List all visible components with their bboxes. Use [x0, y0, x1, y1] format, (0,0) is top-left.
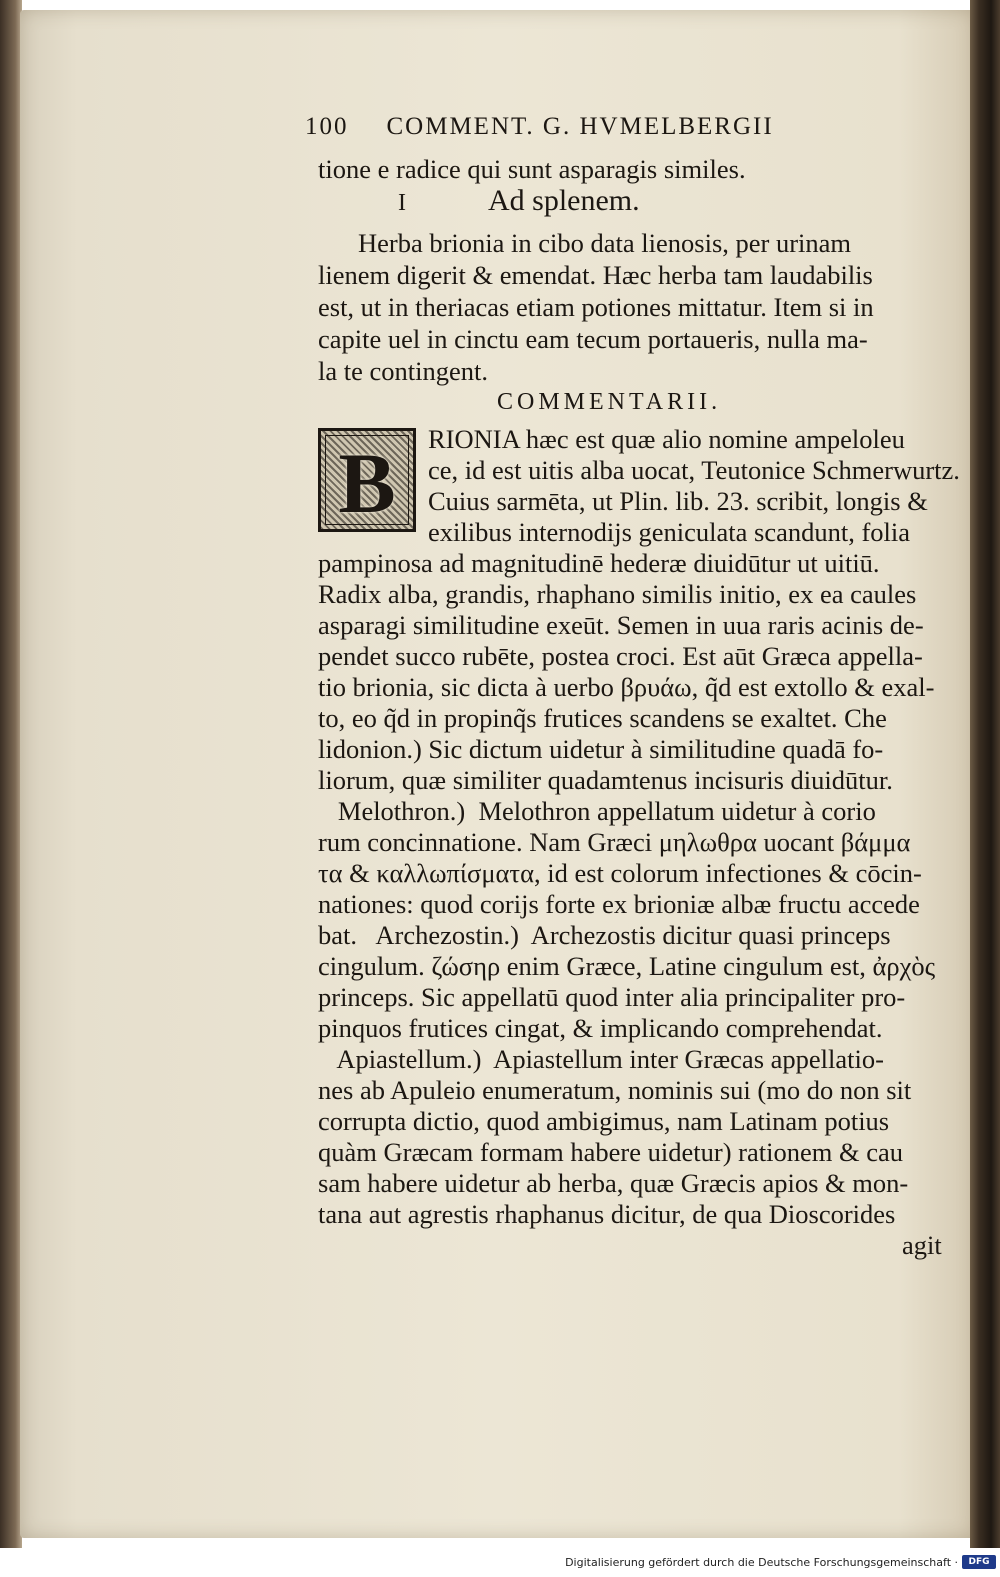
decorated-initial — [318, 428, 416, 532]
commentary-line: cingulum. ζώσηρ enim Græce, Latine cingulum est, ἀρχὸς — [318, 951, 936, 981]
commentary-line: tio brionia, sic dicta à uerbo βρυάω, q̃d est extollo & exal- — [318, 672, 935, 702]
book-spine-right — [970, 0, 1000, 1548]
commentary-line: Cuius sarmēta, ut Plin. lib. 23. scribit, longis & — [428, 486, 928, 516]
paragraph-line: est, ut in theriacas etiam potiones mittatur. Item si in — [318, 292, 874, 322]
commentary-line: exilibus internodijs geniculata scandunt, folia — [428, 517, 911, 547]
commentary-line: bat. Archezostin.) Archezostis dicitur quasi princeps — [318, 920, 891, 950]
commentary-line: sam habere uidetur ab herba, quæ Græcis apios & mon- — [318, 1168, 909, 1198]
commentary-line: tana aut agrestis rhaphanus dicitur, de qua Dioscorides — [318, 1199, 896, 1229]
commentary-line: pendet succo rubēte, postea croci. Est aūt Græca appella- — [318, 641, 923, 671]
catchword: agit — [902, 1230, 942, 1260]
commentary-line: quàm Græcam formam habere uidetur) rationem & cau — [318, 1137, 903, 1167]
commentary-line: τα & καλλωπίσματα, id est colorum infectiones & cōcin- — [318, 858, 922, 888]
commentary-line: Melothron.) Melothron appellatum uidetur à corio — [318, 796, 876, 826]
section-number: I — [398, 190, 406, 216]
commentary-line: nes ab Apuleio enumeratum, nominis sui (mo do non sit — [318, 1075, 912, 1105]
initial-letter: B — [338, 435, 396, 531]
commentary-line: Radix alba, grandis, rhaphano similis initio, ex ea caules — [318, 579, 917, 609]
commentary-line: pampinosa ad magnitudinē hederæ diuidūtur ut uitiū. — [318, 548, 880, 578]
paragraph-line: Herba brionia in cibo data lienosis, per urinam — [358, 228, 852, 258]
commentary-line: asparagi similitudine exeūt. Semen in uua raris acinis de- — [318, 610, 924, 640]
commentary-line: lidonion.) Sic dictum uidetur à similitudine quadā fo- — [318, 734, 884, 764]
page-number: 100 — [305, 113, 349, 140]
dfg-logo-icon: DFG — [962, 1555, 996, 1569]
paragraph-line: capite uel in cinctu eam tecum portaueris, nulla ma- — [318, 324, 868, 354]
book-edge-left — [0, 0, 22, 1548]
commentary-line: pinquos frutices cingat, & implicando comprehendat. — [318, 1013, 883, 1043]
running-header — [305, 113, 774, 141]
digitization-credit: Digitalisierung gefördert durch die Deutsche Forschungsgemeinschaft · — [565, 1556, 958, 1569]
commentary-heading: COMMENTARII. — [497, 389, 722, 415]
commentary-line: to, eo q̃d in propinq̃s frutices scandens se exaltet. Che — [318, 703, 887, 733]
paragraph-line: lienem digerit & emendat. Hæc herba tam laudabilis — [318, 260, 873, 290]
commentary-line: ce, id est uitis alba uocat, Teutonice Schmerwurtz. — [428, 455, 960, 485]
commentary-line: Apiastellum.) Apiastellum inter Græcas appellatio- — [318, 1044, 884, 1074]
commentary-line: RIONIA hæc est quæ alio nomine ampeloleu — [428, 424, 905, 454]
running-title: COMMENT. G. HVMELBERGII — [386, 113, 774, 140]
intro-line: tione e radice qui sunt asparagis similes. — [318, 154, 746, 184]
commentary-line: rum concinnatione. Nam Græci μηλωθρα uocant βάμμα — [318, 827, 911, 857]
commentary-line: nationes: quod corijs forte ex brioniæ albæ fructu accede — [318, 889, 920, 919]
section-title: Ad splenem. — [488, 184, 640, 217]
commentary-line: princeps. Sic appellatū quod inter alia principaliter pro- — [318, 982, 906, 1012]
paragraph-line: la te contingent. — [318, 356, 488, 386]
commentary-line: liorum, quæ similiter quadamtenus incisuris diuidūtur. — [318, 765, 893, 795]
commentary-line: corrupta dictio, quod ambigimus, nam Latinam potius — [318, 1106, 890, 1136]
